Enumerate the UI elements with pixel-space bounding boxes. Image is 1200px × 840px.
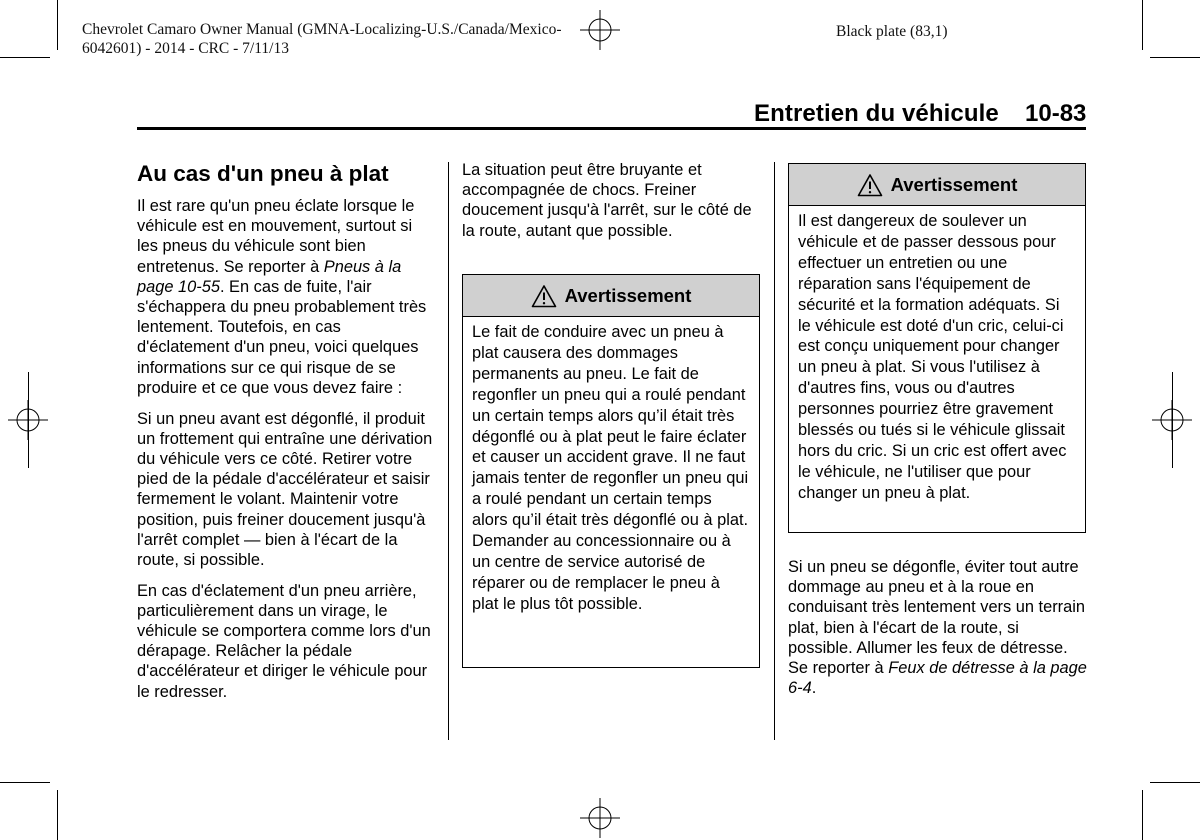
- warning-triangle-icon: [857, 173, 883, 197]
- column-1: [137, 160, 437, 712]
- crop-mark: [1150, 57, 1200, 58]
- section-title: Entretien du véhicule: [754, 100, 999, 127]
- column-2: [462, 160, 762, 251]
- warning-box: [788, 163, 1086, 533]
- warning-body: Il est dangereux de soulever un véhicule et de passer dessous pour effectuer un entretien ou une réparation sans l'équipement de sécurité et la formation adéquats. Si le véhicule est doté d'un cric, celui-ci est conçu uniquement pour changer un pneu à plat. Si vous l'utilisez à d'autres fins, vous ou d'autres personnes pourriez être gravement blessés ou tués si le véhicule glissait hors du cric. Si un cric est offert avec le véhicule, ne l'utiliser que pour changer un pneu à plat.: [798, 212, 1067, 502]
- warning-header: [789, 164, 1085, 206]
- crop-mark: [1142, 790, 1143, 840]
- header-rule: [137, 127, 1086, 130]
- paragraph: [788, 557, 1088, 698]
- paragraph-text: Il est rare qu'un pneu éclate lorsque le véhicule est en mouvement, surtout si les pneus du véhicule sont bien entretenus. Se reporter à: [137, 197, 415, 276]
- warning-body: Le fait de conduire avec un pneu à plat causera des dommages permanents au pneu. Le fait de regonfler un pneu qui a roulé pendant un certain temps alors qu’il était très dégonflé ou à plat peut le faire éclater et causer un accident grave. Il ne faut jamais tenter de regonfler un pneu qui a roulé pendant un certain temps alors qu’il était très dégonflé ou à plat. Demander au concessionnaire ou à un centre de service autorisé de réparer ou de remplacer le pneu à plat le plus tôt possible.: [472, 323, 749, 613]
- column-divider: [774, 162, 775, 740]
- column-3: [788, 557, 1088, 709]
- crop-mark: [1150, 782, 1200, 783]
- crop-mark: [0, 57, 50, 58]
- registration-mark-icon: [580, 798, 620, 838]
- warning-header: [463, 275, 759, 317]
- registration-mark-icon: [580, 10, 620, 50]
- paragraph-text: . En cas de fuite, l'air s'échappera du pneu probablement très lentement. Toutefois, en cas d'éclatement d'un pneu, voici quelques informations sur ce qui risque de se produire et ce que vous devez faire :: [137, 277, 427, 397]
- warning-triangle-icon: [531, 284, 557, 308]
- print-meta-line2: 6042601) - 2014 - CRC - 7/11/13: [82, 40, 289, 57]
- crop-mark: [1172, 372, 1173, 468]
- crop-mark: [28, 372, 29, 468]
- print-meta-left: [82, 20, 612, 58]
- print-meta-right: Black plate (83,1): [836, 23, 948, 40]
- warning-title: Avertissement: [564, 284, 692, 306]
- paragraph: En cas d'éclatement d'un pneu arrière, particulièrement dans un virage, le véhicule se comportera comme lors d'un dérapage. Relâcher la pédale d'accélérateur et diriger le véhicule pour le redresser.: [137, 581, 431, 701]
- warning-box: [462, 274, 760, 668]
- paragraph: La situation peut être bruyante et accompagnée de chocs. Freiner doucement jusqu'à l'arrêt, sur le côté de la route, autant que possible.: [462, 161, 752, 240]
- crop-mark: [57, 790, 58, 840]
- crop-mark: [0, 782, 50, 783]
- cross-reference-link[interactable]: Pneus à la page 10-55: [137, 257, 402, 296]
- cross-reference-link[interactable]: Feux de détresse à la page 6-4: [788, 659, 1087, 698]
- page-number: 10-83: [1025, 100, 1087, 127]
- topic-heading: Au cas d'un pneu à plat: [137, 161, 389, 186]
- paragraph: [137, 196, 437, 398]
- paragraph-text: .: [811, 679, 817, 698]
- crop-mark: [1142, 0, 1143, 50]
- paragraph: Si un pneu avant est dégonflé, il produit un frottement qui entraîne une dérivation du véhicule vers ce côté. Retirer votre pied de la pédale d'accélérateur et saisir fermement le volant. Maintenir votre position, puis freiner doucement jusqu'à l'arrêt complet — bien à l'écart de la route, si possible.: [137, 409, 433, 569]
- paragraph-text: Si un pneu se dégonfle, éviter tout autre dommage au pneu et à la roue en conduisant très lentement vers un terrain plat, bien à l'écart de la route, si possible. Allumer les feux de détresse. Se reporter à: [788, 558, 1086, 678]
- crop-mark: [57, 0, 58, 50]
- column-divider: [448, 162, 449, 740]
- warning-title: Avertissement: [890, 173, 1018, 195]
- print-meta-line1: Chevrolet Camaro Owner Manual (GMNA-Localizing-U.S./Canada/Mexico-: [82, 21, 562, 38]
